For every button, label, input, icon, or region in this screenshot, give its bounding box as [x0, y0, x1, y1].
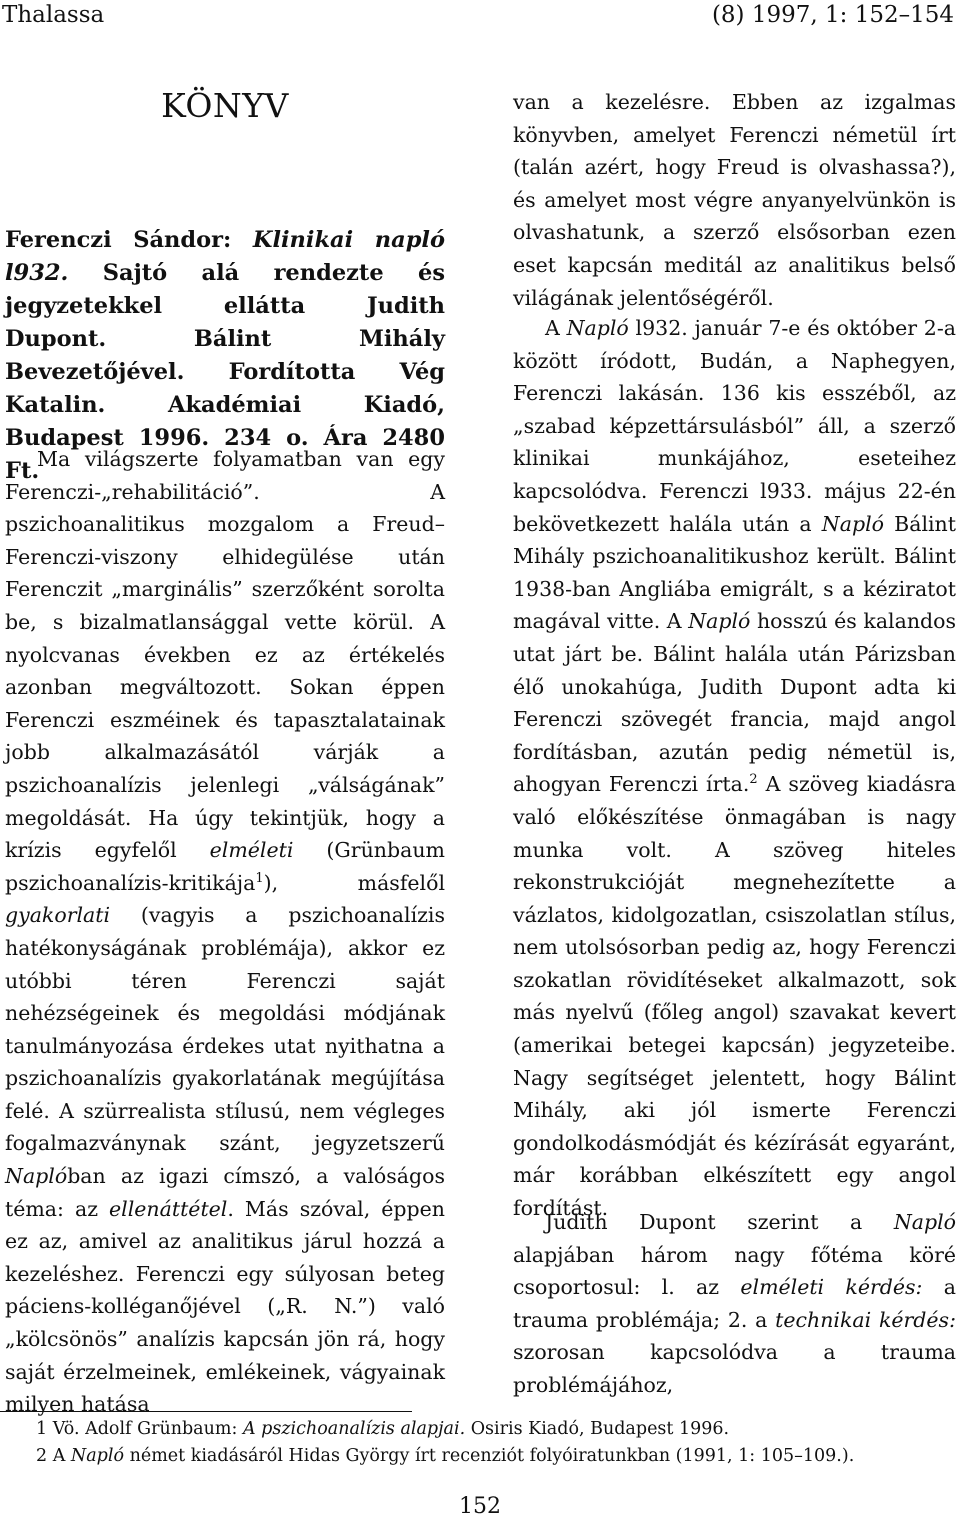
footnote-1	[36, 1418, 729, 1440]
footnote-2	[36, 1445, 854, 1467]
section-title: KÖNYV	[161, 86, 289, 125]
italic-run: Napló	[821, 511, 884, 536]
text-run: ban az igazi címszó, a valóságos téma: az	[5, 1164, 445, 1221]
italic-run: Napló	[70, 1446, 124, 1466]
italic-run: Napló	[688, 609, 751, 634]
text-run: van a kezelésre. Ebben az izgalmas könyvben, amelyet Ferenczi németül írt (talán azért, hogy Freud is olvashassa?), és amelyet most végre anyanyelvünkön is olvashatunk, a szerző elsősorban ezen eset kapcsán meditál az analitikus belső világának jelentőségéről.	[513, 90, 956, 310]
left-column-paragraph	[5, 443, 445, 1421]
text-run: Bálint Mihály pszichoanalitikushoz került. Bálint 1938-ban Angliába emigrált, s a kéziratot magával vitte. A	[513, 511, 957, 634]
ref-author: Ferenczi Sándor:	[5, 227, 253, 253]
ref-details: Sajtó alá rendezte és jegyzetekkel ellátta Judith Dupont. Bálint Mihály Bevezetőjével. Fordította Vég Katalin. Akadémiai Kiadó, Budapest 1996. 234 o. Ára 2480 Ft.	[5, 260, 445, 484]
right-column-paragraph-continued	[513, 86, 956, 314]
footnote-mark: 2	[749, 772, 758, 788]
text-run: ), másfelől	[263, 870, 445, 895]
italic-run: elméleti kérdés:	[740, 1275, 923, 1300]
text-run: A	[545, 316, 567, 340]
text-run: l932. január 7-e és október 2-a között íródott, Budán, a Naphegyen, Ferenczi lakásán. 136 kis esszéből, az „szabad képzettársulásból” áll, a szerző klinikai munkájához, eseteihez kapcsolódva. Ferenczi l933. május 22-én bekövetkezett halála után a	[513, 316, 956, 536]
running-header	[0, 0, 960, 32]
text-run: 1 Vö. Adolf Grünbaum:	[36, 1419, 243, 1439]
text-run: (vagyis a pszichoanalízis hatékonyságának problémája), akkor ez utóbbi téren Ferenczi saját nehézségeinek és megoldási módjának tanulmányozása érdekes utat nyithatna a pszichoanalízis gyakorlatának megújítása felé. A szürrealista stílusú, nem végleges fogalmazványnak szánt, jegyzetszerű	[5, 903, 445, 1156]
italic-run: technikai kérdés:	[775, 1307, 956, 1332]
text-run: 2 A	[36, 1446, 71, 1466]
text-run: alapjában három nagy főtéma köré csoportosul: l. az	[513, 1242, 956, 1300]
italic-run: Napló	[5, 1164, 68, 1189]
text-run: szorosan kapcsolódva a trauma problémájához,	[513, 1340, 956, 1397]
italic-run: Napló	[566, 316, 629, 340]
text-run: . Más szóval, éppen ez az, amivel az analitikus járul hozzá a kezeléshez. Ferenczi egy súlyosan beteg páciens-kolléganőjével („R. N.”) való „kölcsönös” analízis kapcsán jön rá, hogy saját érzelmeinek, emlékeinek, vágyainak milyen hatása	[5, 1196, 445, 1417]
right-column-paragraph	[513, 312, 956, 1225]
text-run: (Grünbaum pszichoanalízis-kritikája	[5, 838, 445, 895]
italic-run: gyakorlati	[5, 903, 111, 928]
text-run: Judith Dupont szerint a	[545, 1210, 894, 1234]
page-number: 152	[459, 1494, 501, 1519]
text-run: A szöveg kiadásra való előkészítése önmagában is nagy munka volt. A szöveg hiteles rekonstrukcióját megnehezítette a vázlatos, kidolgozatlan, csiszolatlan stílus, nem utolsósorban pedig az, hogy Ferenczi szokatlan rövidítéseket alkalmazott, sok más nyelvű (főleg angol) szavakat kevert (amerikai betegei kapcsán) jegyzeteibe. Nagy segítséget jelentett, hogy Bálint Mihály, aki jól ismerte Ferenczi gondolkodásmódját és kézírását egyaránt, már korábban elkészített egy angol fordítást.	[513, 772, 956, 1221]
text-run: a trauma problémája; 2. a	[513, 1275, 956, 1332]
issue-citation: (8) 1997, 1: 152–154	[711, 2, 954, 28]
italic-run: ellenáttétel	[109, 1196, 228, 1221]
journal-name: Thalassa	[2, 2, 105, 28]
italic-run: Napló	[893, 1210, 956, 1234]
text-run: Osiris Kiadó, Budapest 1996.	[465, 1419, 730, 1439]
right-column-paragraph-2	[513, 1206, 956, 1402]
text-run: hosszú és kalandos utat járt be. Bálint halála után Párizsban élő unokahúga, Judith Dupont adta ki Ferenczi szövegét francia, majd angol fordításban, azután pedig németül is, ahogyan Ferenczi írta.	[513, 609, 957, 797]
text-run: Ma világszerte folyamatban van egy Ferenczi-„rehabilitáció”. A pszichoanalitikus mozgalom a Freud–Ferenczi-viszony elhidegülése után Ferenczit „marginális” szerzőként sorolta be, s bizalmatlansággal vette körül. A nyolcvanas években ez az értékelés azonban megváltozott. Sokan éppen Ferenczi eszméinek és tapasztalatainak jobb alkalmazásától várják a pszichoanalízis jelenlegi „válságának” megoldását. Ha úgy tekintjük, hogy a krízis egyfelől	[5, 447, 445, 863]
italic-run: A pszichoanalízis alapjai.	[242, 1419, 466, 1439]
text-run: német kiadásáról Hidas György írt recenziót folyóiratunkban (1991, 1: 105–109.).	[124, 1446, 855, 1466]
italic-run: elméleti	[209, 838, 294, 863]
footnote-rule	[0, 1411, 412, 1412]
ref-title: Klinikai napló l932.	[5, 227, 445, 286]
footnote-mark: 1	[255, 870, 264, 886]
